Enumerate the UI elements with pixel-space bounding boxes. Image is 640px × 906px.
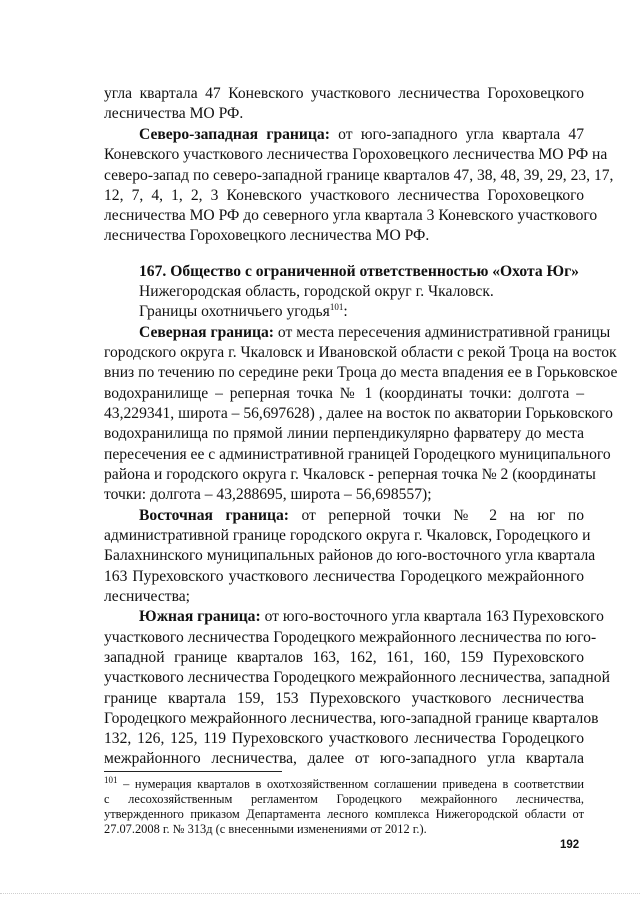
text-line: Восточная граница: от реперной точки № 2 на юг по [139,507,584,524]
text-line: 163 Пуреховского участкового лесничества Городецкого межрайонного [104,568,584,585]
text-line: точки: долгота – 43,288695, широта – 56,698557); [104,486,432,503]
text-line: 12, 7, 4, 1, 2, 3 Коневского участкового лесничества Гороховецкого [104,187,584,204]
text-line: вниз по течению по середине реки Троца до места впадения ее в Горьковское [104,364,618,381]
footnote-line: утвержденного приказом Департамента лесного комплекса Нижегородской области от [104,807,584,821]
text-line: межрайонного лесничества, далее от юго-западного угла квартала [104,750,584,767]
footnote-ref: 101 [329,301,344,312]
text-line: северо-запад по северо-западной границе кварталов 47, 38, 48, 39, 29, 23, 17, [104,167,614,184]
region-line: Нижегородская область, городской округ г. Чкаловск. [139,283,494,300]
footnote-divider [104,771,282,772]
text-line: водохранилища по прямой линии перпендикулярно фарватеру до места [104,425,584,442]
text-line: участкового лесничества Городецкого межрайонного лесничества, западной [104,669,610,686]
entry-title: 167. Общество с ограниченной ответственностью «Охота Юг» [139,263,579,280]
text-line: участкового лесничества Городецкого межрайонного лесничества по юго- [104,629,597,646]
page-number: 192 [560,839,580,851]
text-line: лесничества МО РФ. [104,105,244,122]
text-line: Балахнинского муниципальных районов до юго-восточного угла квартала [104,547,596,564]
footnote-marker: 101 [104,774,118,785]
scan-edge [0,893,640,906]
footnote-line: с лесохозяйственным регламентом Городецкого межрайонного лесничества, [104,792,584,806]
text-line: Коневского участкового лесничества Гороховецкого лесничества МО РФ на [104,146,608,163]
text-line: угла квартала 47 Коневского участкового лесничества Гороховецкого [104,85,584,102]
text-line: 43,229341, широта – 56,697628) , далее на восток по акватории Горьковского [104,405,613,422]
footnote-line: 27.07.2008 г. № 313д (с внесенными изменениями от 2012 г.). [104,822,427,836]
section-heading: Южная граница: [139,608,261,625]
text-line: лесничества; [104,588,191,605]
section-heading: Северная граница: [139,324,274,341]
section-heading: Северо-западная граница: [139,126,330,143]
text-line: Границы охотничьего угодья$^{101}$: [139,301,348,320]
text-line: водохранилище – реперная точка № 1 (координаты точки: долгота – [104,385,584,402]
text-line: района и городского округа г. Чкаловск - реперная точка № 2 (координаты [104,466,596,483]
text-line: городского округа г. Чкаловск и Ивановской области с рекой Троца на восток [104,344,617,361]
text-line: Городецкого межрайонного лесничества, юго-западной границе кварталов [104,710,599,727]
text-line: западной границе кварталов 163, 162, 161, 160, 159 Пуреховского [104,649,584,666]
text-line: лесничества МО РФ до северного угла квартала 3 Коневского участкового [104,207,598,224]
section-heading: Восточная граница: [139,507,289,524]
text-line: лесничества Гороховецкого лесничества МО РФ. [104,227,430,244]
text-line: 132, 126, 125, 119 Пуреховского участкового лесничества Городецкого [104,730,584,747]
text-line: Северо-западная граница: от юго-западного угла квартала 47 [139,126,584,143]
text-line: пересечения ее с административной границей Городецкого муниципального [104,446,611,463]
footnote-line: $^{101}$ – нумерация кварталов в охотхозяйственном соглашении приведена в соответствии [104,774,584,791]
text-line: административной границе городского округа г. Чкаловск, Городецкого и [104,527,591,544]
text-line: границе квартала 159, 153 Пуреховского участкового лесничества [104,690,584,707]
text-line: Северная граница: от места пересечения административной границы [139,324,611,341]
text-line: Южная граница: от юго-восточного угла квартала 163 Пуреховского [139,608,604,625]
